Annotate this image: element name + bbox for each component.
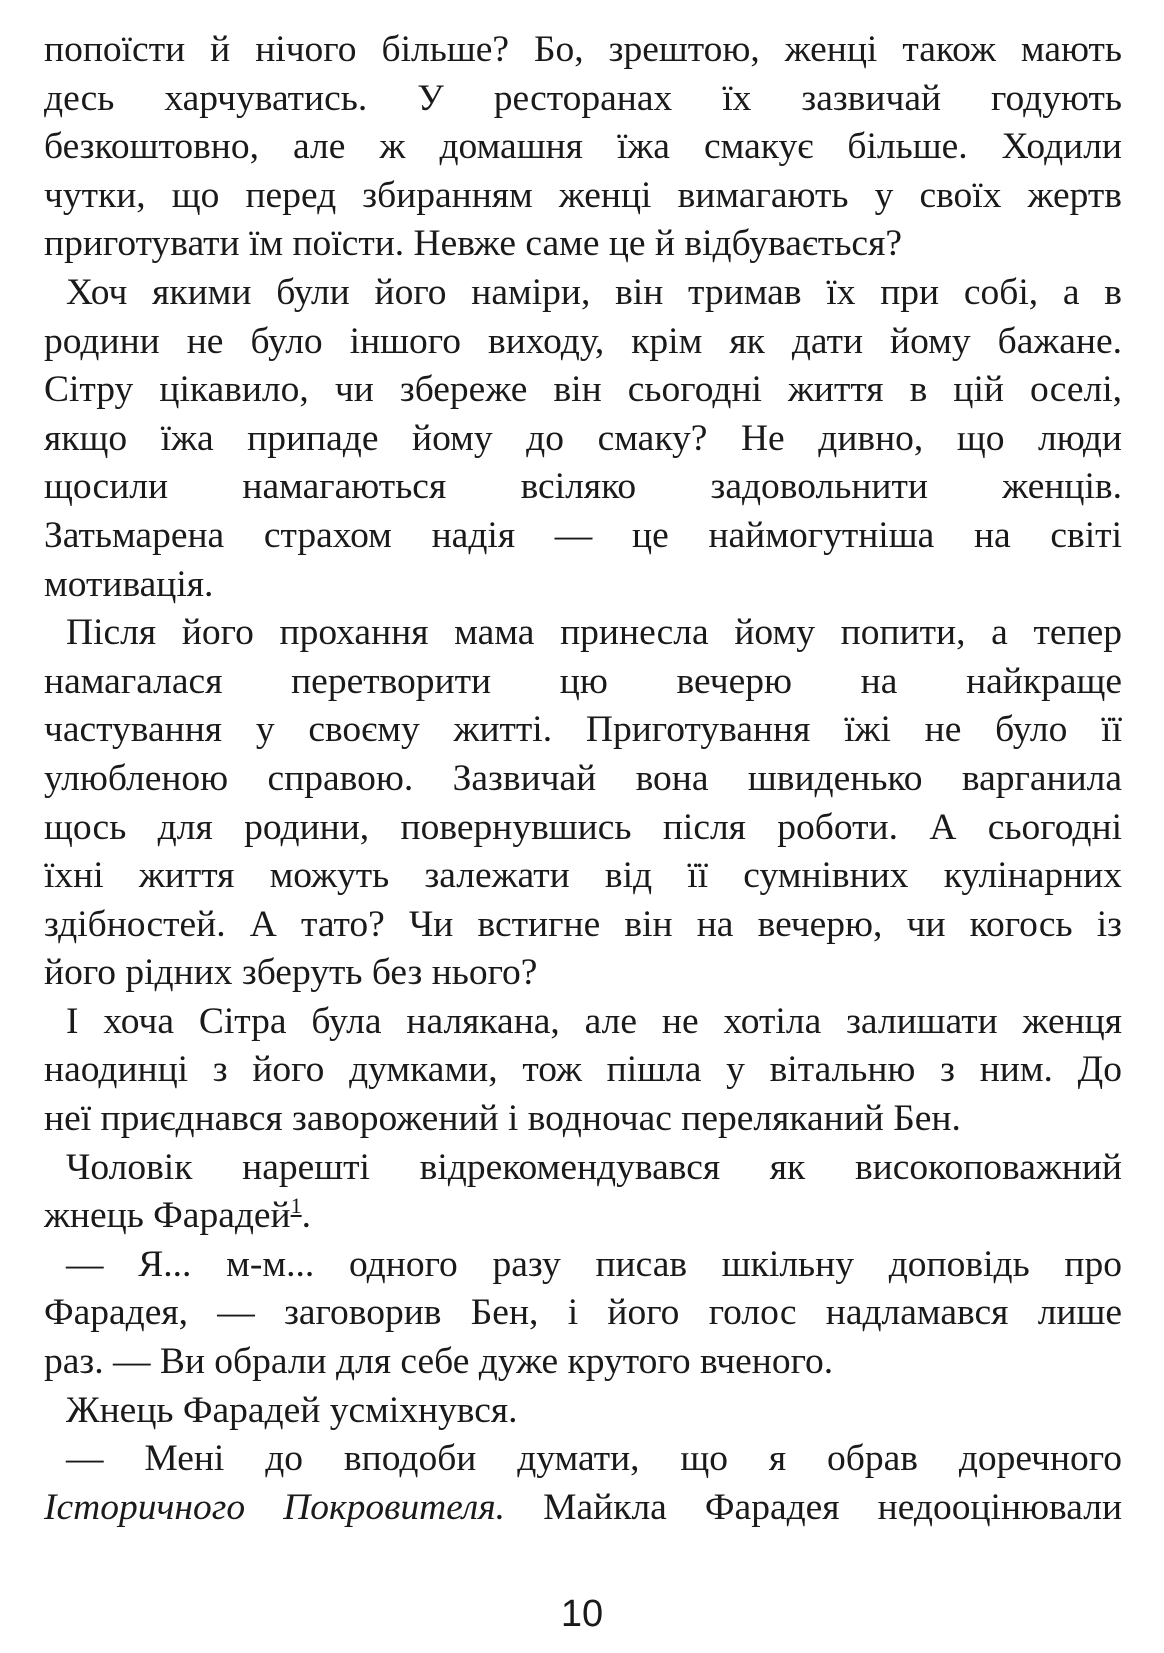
text-line-with-footnote xyxy=(44,1192,1122,1241)
italic-title: Історичного Покровителя. xyxy=(44,1486,506,1528)
text-line: улюбленою справою. Зазвичай вона швиденько варганила xyxy=(44,757,1122,799)
text-line: Затьмарена страхом надія — це наймогутніша на світі xyxy=(44,514,1122,556)
text-line: Хоч якими були його наміри, він тримав їх при собі, а в xyxy=(66,271,1122,313)
paragraph-2 xyxy=(44,269,1122,609)
text-line: Після його прохання мама принесла йому попити, а тепер xyxy=(66,612,1122,654)
text-line: чутки, що перед збиранням женці вимагають у своїх жертв xyxy=(44,174,1122,216)
text-line: намагалася перетворити цю вечерю на найкраще xyxy=(44,660,1122,702)
text-line: приготувати їм поїсти. Невже саме це й відбувається? xyxy=(44,223,902,265)
text-fragment: жнець Фарадей xyxy=(44,1195,291,1237)
text-line: щось для родини, повернувшись після роботи. А сьогодні xyxy=(44,806,1122,848)
text-line: Чоловік нарешті відрекомендувався як високоповажний xyxy=(66,1146,1122,1188)
paragraph-3 xyxy=(44,609,1122,998)
paragraph-6 xyxy=(44,1241,1122,1387)
text-line: попоїсти й нічого більше? Бо, зрештою, женці також мають xyxy=(44,29,1122,70)
paragraph-1 xyxy=(44,26,1122,269)
paragraph-7 xyxy=(44,1387,1122,1436)
text-line: безкоштовно, але ж домашня їжа смакує більше. Ходили xyxy=(44,126,1122,168)
text-fragment: Майкла Фарадея недооцінювали xyxy=(505,1486,1123,1528)
text-line: його рідних зберуть без нього? xyxy=(44,952,538,994)
page-number: 10 xyxy=(560,1593,604,1635)
text-line: якщо їжа припаде йому до смаку? Не дивно, що люди xyxy=(44,417,1122,459)
text-line: наодинці з його думками, тож пішла у вітальню з ним. До xyxy=(44,1049,1122,1091)
text-line: їхні життя можуть залежати від її сумнівних кулінарних xyxy=(44,855,1122,897)
book-page xyxy=(44,26,1122,1532)
text-line: — Я... м-м... одного разу писав шкільну доповідь про xyxy=(66,1243,1122,1285)
footnote-marker[interactable]: 1 xyxy=(290,1193,302,1219)
text-line: Жнець Фарадей усміхнувся. xyxy=(66,1389,518,1431)
text-line: Сітру цікавило, чи збереже він сьогодні життя в цій оселі, xyxy=(44,369,1122,411)
text-line: здібностей. А тато? Чи встигне він на вечерю, чи когось із xyxy=(44,903,1122,945)
text-line: мотивація. xyxy=(44,563,214,605)
text-line: І хоча Сітра була налякана, але не хотіла залишати женця xyxy=(66,1000,1122,1042)
paragraph-4 xyxy=(44,998,1122,1144)
text-line: щосили намагаються всіляко задовольнити женців. xyxy=(44,466,1122,508)
text-line: родини не було іншого виходу, крім як дати йому бажане. xyxy=(44,320,1122,362)
text-line: Фарадея, — заговорив Бен, і його голос надламався лише xyxy=(44,1292,1122,1334)
text-line: десь харчуватись. У ресторанах їх зазвичай годують xyxy=(44,77,1122,119)
paragraph-5 xyxy=(44,1144,1122,1241)
text-line: неї приєднався заворожений і водночас переляканий Бен. xyxy=(44,1098,961,1140)
text-line: раз. — Ви обрали для себе дуже крутого вченого. xyxy=(44,1341,834,1383)
text-line-mixed xyxy=(44,1484,1122,1533)
text-line: — Мені до вподоби думати, що я обрав доречного xyxy=(66,1438,1122,1480)
paragraph-8 xyxy=(44,1435,1122,1532)
text-line: частування у своєму житті. Приготування їжі не було її xyxy=(44,709,1122,751)
text-fragment: . xyxy=(301,1195,311,1237)
